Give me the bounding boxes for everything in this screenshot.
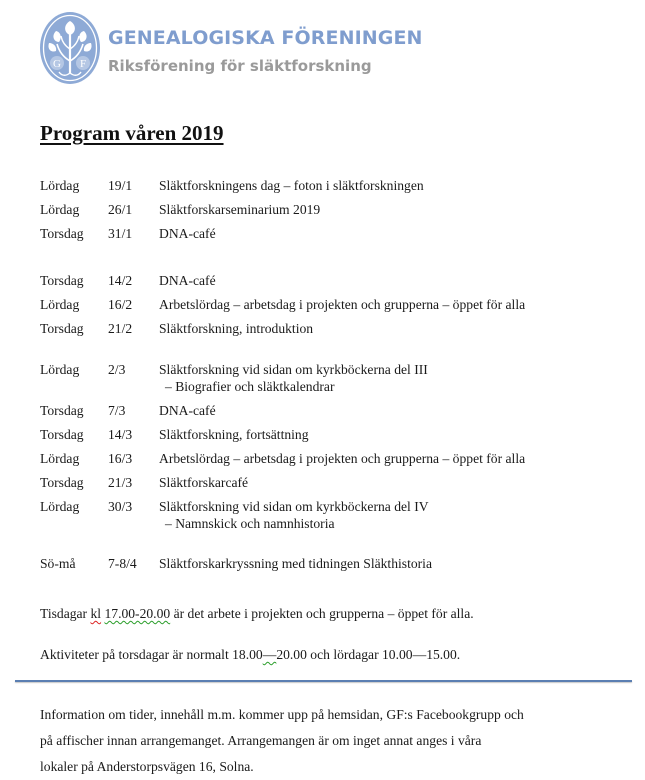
schedule-event: Släktforskarcafé xyxy=(159,475,249,490)
schedule-date: 26/1 xyxy=(108,202,133,217)
schedule-day: Torsdag xyxy=(40,427,84,442)
schedule-day: Lördag xyxy=(40,297,80,312)
activities-note xyxy=(40,647,460,663)
schedule-event: Släktforskningens dag – foton i släktforskningen xyxy=(159,178,424,193)
schedule-event-subtitle: – Namnskick och namnhistoria xyxy=(165,516,335,531)
schedule-date: 14/2 xyxy=(108,273,133,288)
organization-subtitle: Riksförening för släktforskning xyxy=(108,57,372,75)
schedule-event: Arbetslördag – arbetsdag i projekten och grupperna – öppet för alla xyxy=(159,297,526,312)
schedule-date: 7-8/4 xyxy=(108,556,137,571)
footer-line: på affischer innan arrangemanget. Arrangemangen är om inget annat anges i våra xyxy=(40,733,482,748)
svg-text:F: F xyxy=(79,58,87,70)
schedule-day: Torsdag xyxy=(40,475,84,490)
tuesday-note-time: 17.00-20.00 xyxy=(104,606,171,621)
spellcheck-kl: kl xyxy=(90,606,102,621)
page-title: Program våren 2019 xyxy=(40,121,224,145)
schedule-date: 31/1 xyxy=(108,226,133,241)
schedule-event: Arbetslördag – arbetsdag i projekten och grupperna – öppet för alla xyxy=(159,451,526,466)
schedule-event: Släktforskarseminarium 2019 xyxy=(159,202,321,217)
schedule-date: 14/3 xyxy=(108,427,133,442)
schedule-day: Lördag xyxy=(40,362,80,377)
schedule-event: Släktforskning vid sidan om kyrkböckerna del IV xyxy=(159,499,429,514)
logo xyxy=(39,11,101,85)
schedule-date: 16/2 xyxy=(108,297,133,312)
schedule-event: DNA-café xyxy=(159,226,216,241)
schedule-day: Torsdag xyxy=(40,226,84,241)
schedule-day: Torsdag xyxy=(40,403,84,418)
schedule-event: DNA-café xyxy=(159,403,216,418)
divider-line xyxy=(15,680,632,682)
schedule-day: Lördag xyxy=(40,202,80,217)
footer-info xyxy=(40,702,600,780)
schedule-date: 16/3 xyxy=(108,451,133,466)
activities-note-rest: 20.00 och lördagar 10.00—15.00. xyxy=(276,647,461,662)
footer-line: lokaler på Anderstorpsvägen 16, Solna. xyxy=(40,759,254,774)
tree-emblem-icon xyxy=(39,11,101,85)
schedule-day: Sö-må xyxy=(40,556,76,571)
tuesday-note xyxy=(40,606,474,622)
footer-line: Information om tider, innehåll m.m. kommer upp på hemsidan, GF:s Facebookgrupp och xyxy=(40,707,524,722)
schedule-date: 7/3 xyxy=(108,403,126,418)
schedule-day: Torsdag xyxy=(40,321,84,336)
schedule-date: 19/1 xyxy=(108,178,133,193)
schedule-event: Släktforskning, fortsättning xyxy=(159,427,309,442)
activities-note-prefix: Aktiviteter på torsdagar är normalt 18.00 xyxy=(40,647,263,662)
svg-text:G: G xyxy=(53,58,61,70)
activities-note-dash: — xyxy=(262,647,277,662)
organization-name: GENEALOGISKA FÖRENINGEN xyxy=(108,27,423,49)
schedule-date: 2/3 xyxy=(108,362,126,377)
schedule-date: 21/3 xyxy=(108,475,133,490)
schedule-date: 30/3 xyxy=(108,499,133,514)
schedule-day: Torsdag xyxy=(40,273,84,288)
schedule-event: Släktforskarkryssning med tidningen Släkthistoria xyxy=(159,556,432,571)
schedule-day: Lördag xyxy=(40,499,80,514)
tuesday-note-rest: är det arbete i projekten och grupperna – öppet för alla. xyxy=(170,606,474,621)
schedule-event-subtitle: – Biografier och släktkalendrar xyxy=(165,379,335,394)
schedule-date: 21/2 xyxy=(108,321,133,336)
schedule-event: Släktforskning vid sidan om kyrkböckerna del III xyxy=(159,362,428,377)
schedule-day: Lördag xyxy=(40,178,80,193)
tuesday-note-prefix: Tisdagar xyxy=(40,606,91,621)
schedule-day: Lördag xyxy=(40,451,80,466)
schedule-event: Släktforskning, introduktion xyxy=(159,321,314,336)
schedule-event: DNA-café xyxy=(159,273,216,288)
